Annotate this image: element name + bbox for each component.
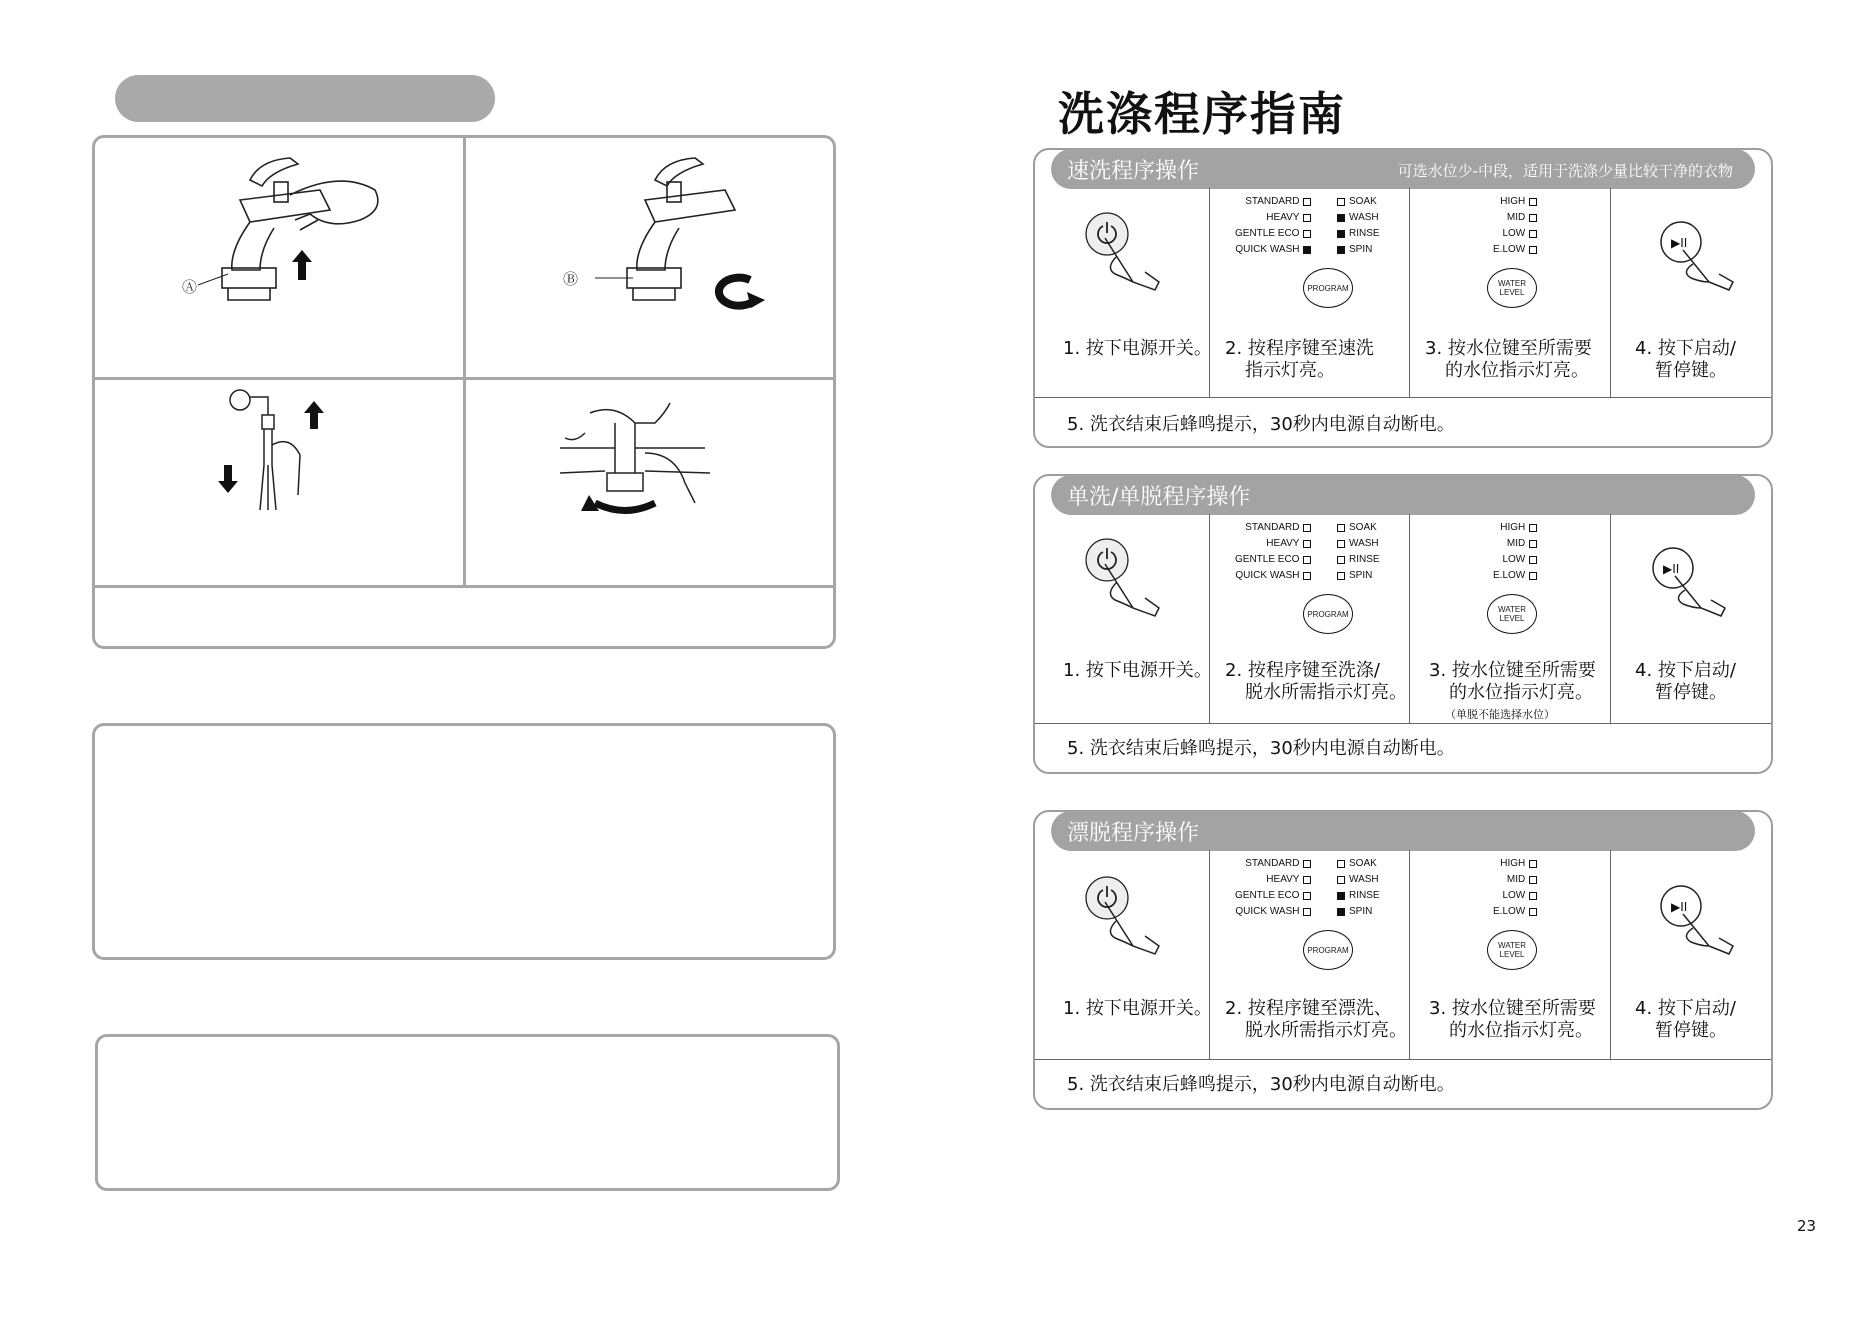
illustration-divider-vertical [463,137,466,587]
program-button: PROGRAM [1303,594,1353,634]
water-level-button: WATER LEVEL [1487,268,1537,308]
hose-connect-illustration [210,385,330,515]
illustration-caption-divider [94,585,834,588]
program-indicators: STANDARD HEAVY GENTLE ECO QUICK WASH [1235,520,1315,584]
program-button: PROGRAM [1303,930,1353,970]
stage-indicators: SOAK WASH RINSE SPIN [1333,520,1380,584]
step-3: 3. 按水位键至所需要 的水位指示灯亮。 [1429,660,1596,703]
section-title: 漂脱程序操作 [1067,821,1200,846]
power-button-icon [1085,212,1175,302]
step-5: 5. 洗衣结束后蜂鸣提示，30秒内电源自动断电。 [1067,738,1455,759]
water-level-indicators: HIGH MID LOW E.LOW [1493,520,1541,584]
page-number: 23 [1797,1217,1817,1235]
step-2: 2. 按程序键至漂洗、 脱水所需指示灯亮。 [1225,998,1407,1041]
step-3: 3. 按水位键至所需要 的水位指示灯亮。 [1429,998,1596,1041]
illustration-divider-horizontal [94,377,834,380]
water-level-button: WATER LEVEL [1487,594,1537,634]
label-a: Ⓐ [182,278,198,296]
blank-panel-2 [95,1034,840,1191]
tap-loosen-nut-illustration [170,150,400,320]
svg-text:▶II: ▶II [1663,562,1680,576]
water-level-button: WATER LEVEL [1487,930,1537,970]
water-level-indicators: HIGH MID LOW E.LOW [1493,856,1541,920]
section-title: 单洗/单脱程序操作 [1067,485,1251,510]
tap-rotate-nut-illustration [555,150,785,320]
step-1: 1. 按下电源开关。 [1063,338,1212,359]
start-pause-button-icon [1657,884,1747,964]
start-pause-button-icon [1649,546,1739,626]
section-quick-wash [1033,148,1773,448]
power-button-icon [1085,538,1175,628]
step-4: 4. 按下启动/ 暂停键。 [1635,338,1736,381]
page-title: 洗涤程序指南 [1058,87,1346,141]
step-2: 2. 按程序键至洗涤/ 脱水所需指示灯亮。 [1225,660,1407,703]
section-title: 速洗程序操作 [1067,159,1200,184]
step-3: 3. 按水位键至所需要 的水位指示灯亮。 [1425,338,1592,381]
left-section-header-pill [115,75,495,122]
fit-hose-illustration [555,393,715,523]
section-note: 可选水位少-中段，适用于洗涤少量比较干净的衣物 [1397,162,1733,180]
step-5: 5. 洗衣结束后蜂鸣提示，30秒内电源自动断电。 [1067,1074,1455,1095]
step-4: 4. 按下启动/ 暂停键。 [1635,660,1736,703]
start-pause-button-icon [1657,220,1747,300]
step-1: 1. 按下电源开关。 [1063,660,1212,681]
svg-text:▶II: ▶II [1671,900,1688,914]
step-4: 4. 按下启动/ 暂停键。 [1635,998,1736,1041]
water-level-indicators: HIGH MID LOW E.LOW [1493,194,1541,258]
step-1: 1. 按下电源开关。 [1063,998,1212,1019]
stage-indicators: SOAK WASH RINSE SPIN [1333,194,1380,258]
step-5: 5. 洗衣结束后蜂鸣提示，30秒内电源自动断电。 [1067,414,1455,435]
program-button: PROGRAM [1303,268,1353,308]
program-indicators: STANDARD HEAVY GENTLE ECO QUICK WASH [1235,856,1315,920]
power-button-icon [1085,876,1175,966]
section-rinse-spin [1033,810,1773,1110]
blank-panel-1 [92,723,836,960]
section-header-bar [1051,475,1755,515]
step-2: 2. 按程序键至速洗 指示灯亮。 [1225,338,1374,381]
section-header-bar [1051,811,1755,851]
program-indicators: STANDARD HEAVY GENTLE ECO QUICK WASH [1235,194,1315,258]
label-b: Ⓑ [563,270,579,288]
section-header-bar [1051,149,1755,189]
section-wash-spin-only [1033,474,1773,774]
step-3-note: （单脱不能选择水位） [1445,708,1555,721]
stage-indicators: SOAK WASH RINSE SPIN [1333,856,1380,920]
svg-text:▶II: ▶II [1671,236,1688,250]
